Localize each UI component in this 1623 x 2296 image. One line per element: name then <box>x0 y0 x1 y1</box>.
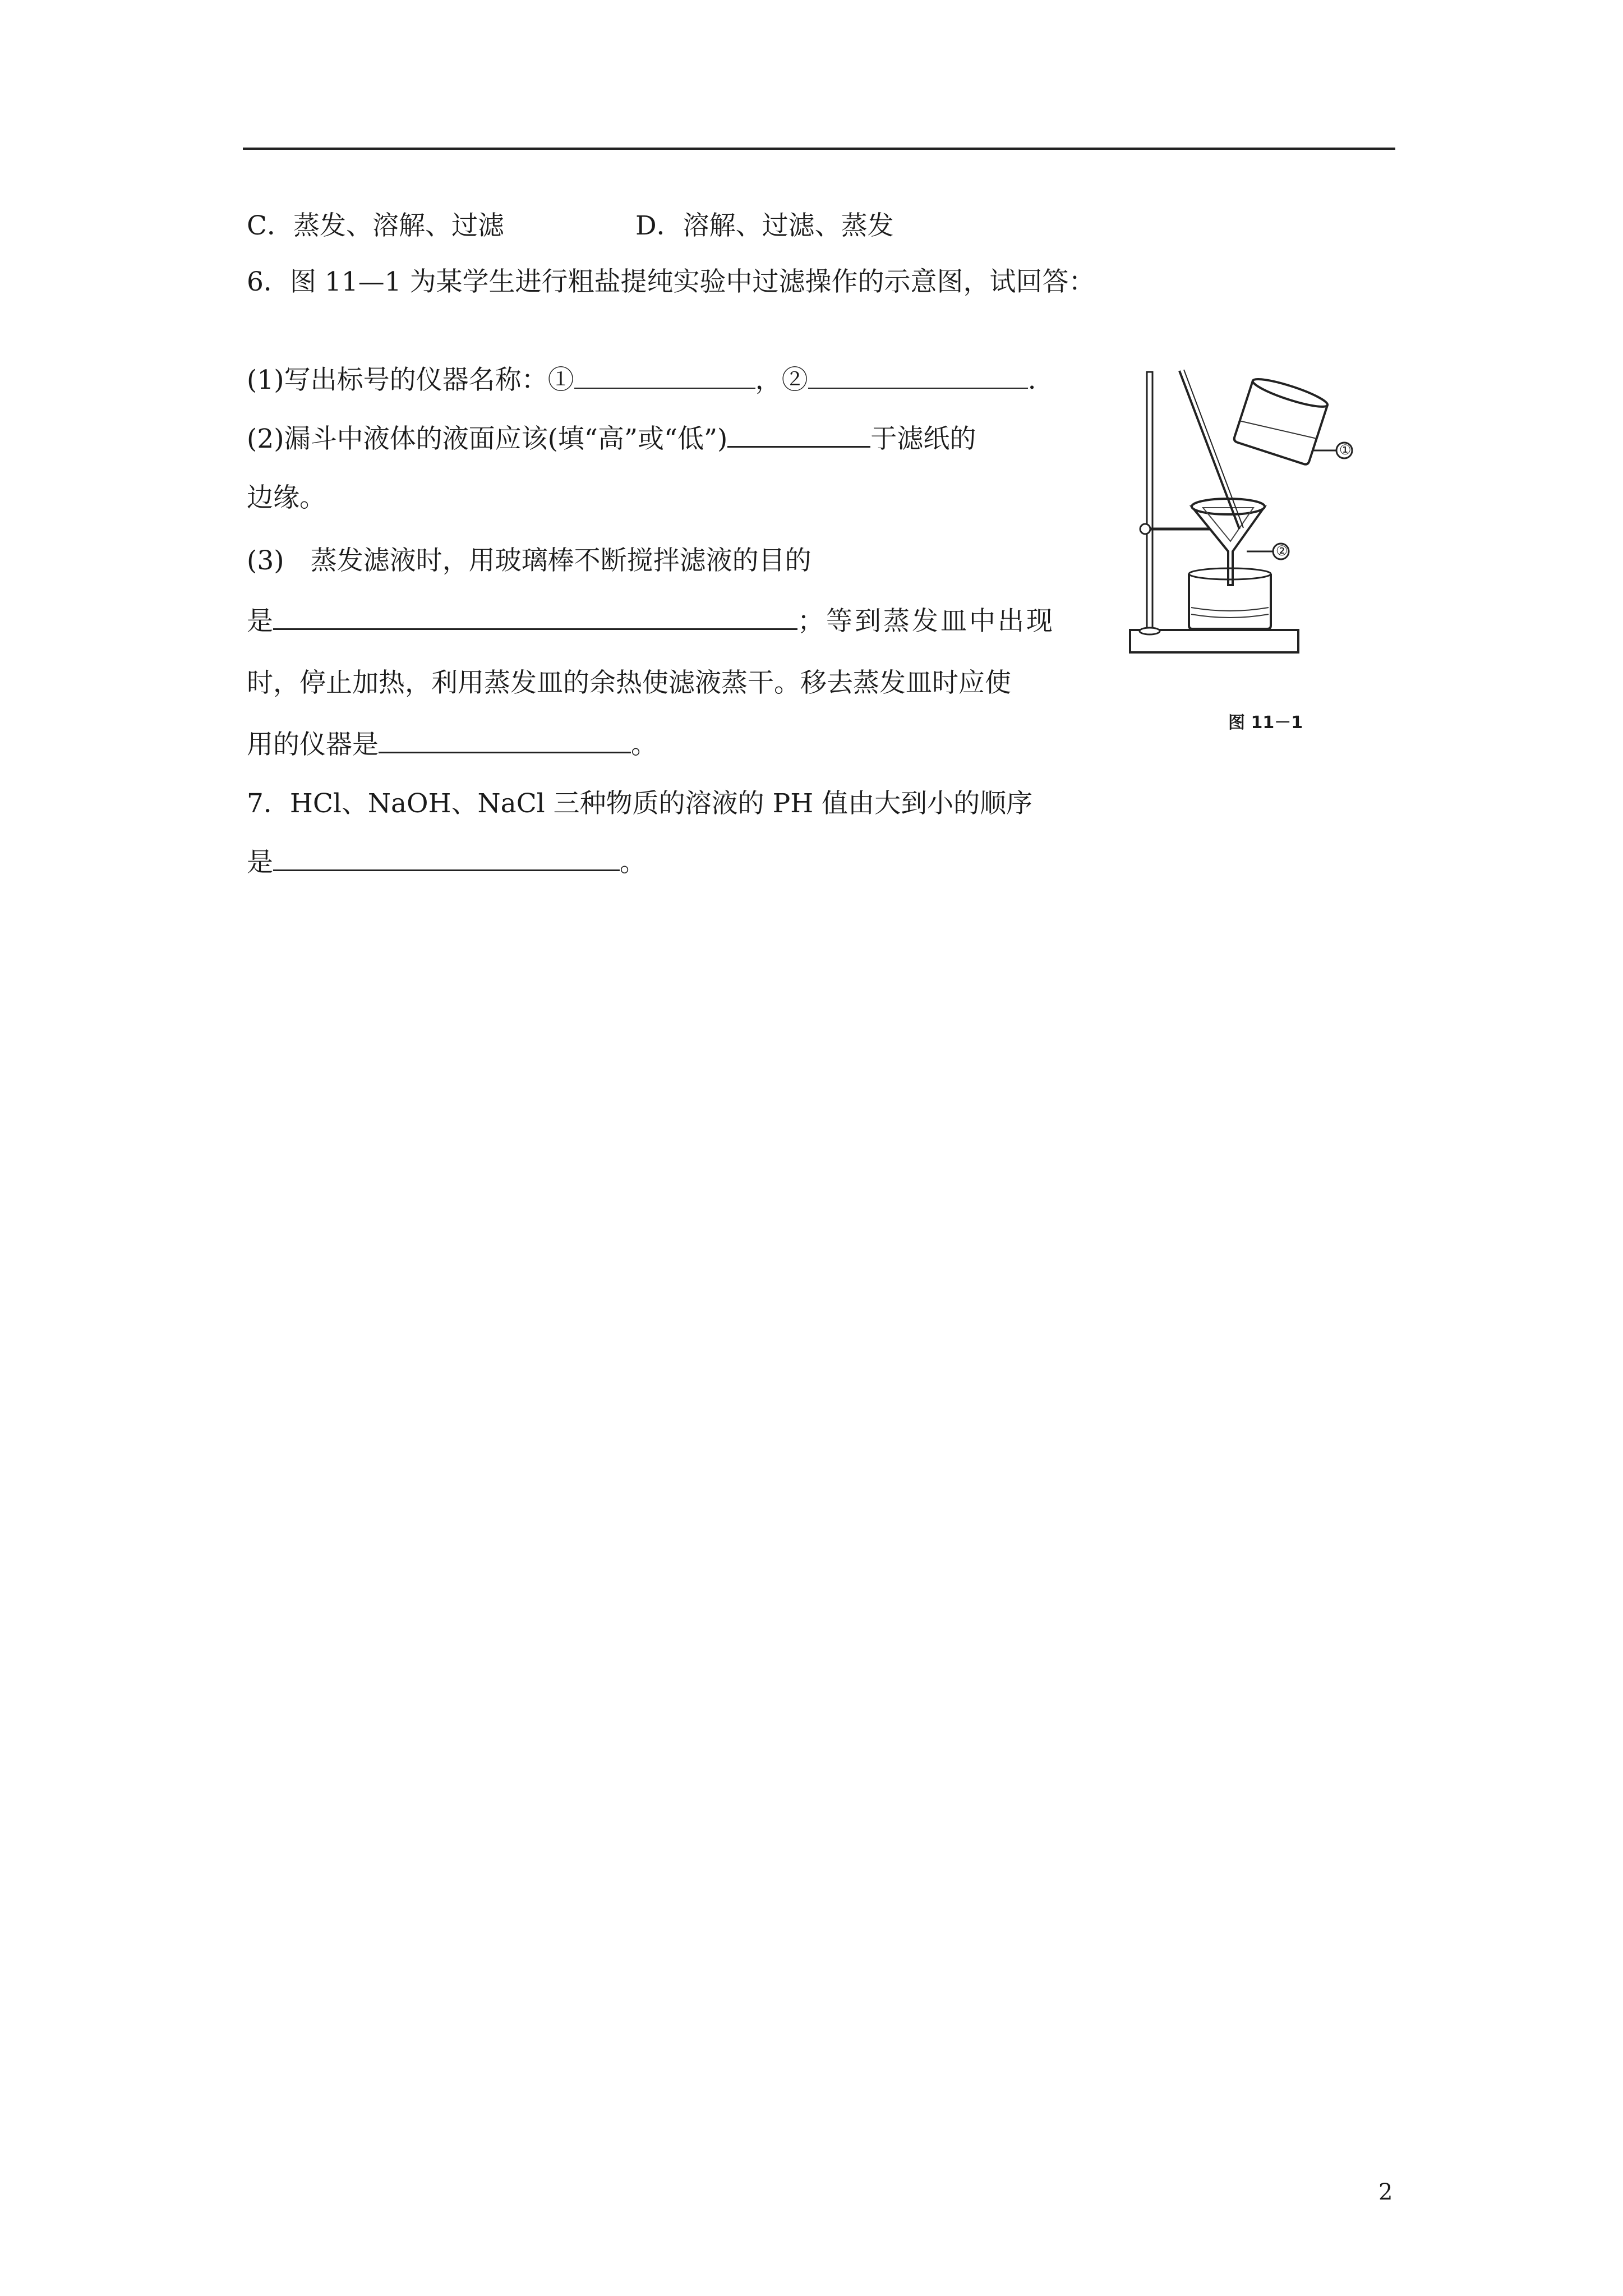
stand-rod <box>1147 372 1152 631</box>
q6-part3-line3: 时，停止加热，利用蒸发皿的余热使滤液蒸干。移去蒸发皿时应使 <box>247 668 1011 698</box>
q6-part3-line2-prefix: 是 <box>247 606 273 637</box>
option-c: C．蒸发、溶解、过滤 <box>247 210 504 241</box>
q6-part3-line2 <box>247 605 1055 638</box>
answer-blank-instrument-2[interactable] <box>808 365 1028 389</box>
figure-label-1: ① <box>1339 442 1352 458</box>
clamp-screw <box>1140 524 1150 534</box>
q6-stem: 6．图 11—1 为某学生进行粗盐提纯实验中过滤操作的示意图，试回答： <box>247 266 1095 297</box>
q6-part3-line4 <box>247 728 657 762</box>
option-d: D．溶解、过滤、蒸发 <box>635 210 894 241</box>
q6-part2-cont: 边缘。 <box>247 482 326 513</box>
q6-part1-end: . <box>1027 365 1036 395</box>
figure-label-2: ② <box>1276 543 1288 559</box>
q7-answer-prefix: 是 <box>247 847 273 878</box>
q6-part3-line4-prefix: 用的仪器是 <box>247 729 379 760</box>
q7-stem: 7．HCl、NaOH、NaCl 三种物质的溶液的 PH 值由大到小的顺序 <box>247 788 1033 819</box>
header-rule <box>243 148 1395 150</box>
q6-part1-prefix: (1)写出标号的仪器名称：① <box>247 365 574 395</box>
answer-blank-liquid-level[interactable] <box>727 424 870 448</box>
q7-answer-suffix: 。 <box>620 847 646 878</box>
filtration-apparatus-figure <box>1113 361 1370 738</box>
q6-part1-mid: ，② <box>755 365 808 395</box>
answer-blank-instrument-1[interactable] <box>574 365 755 389</box>
answer-blank-ph-order[interactable] <box>273 847 620 871</box>
q6-part3-line4-suffix: 。 <box>631 729 657 760</box>
answer-blank-stirring-purpose[interactable] <box>273 606 797 630</box>
q6-part1 <box>247 364 1036 397</box>
q6-part3-line1: (3) 蒸发滤液时，用玻璃棒不断搅拌滤液的目的 <box>247 545 811 576</box>
figure-caption: 图 11－1 <box>1228 713 1303 733</box>
q6-part2-suffix: 于滤纸的 <box>870 424 976 454</box>
q6-part3-line2-suffix: ；等到蒸发皿中出现 <box>797 606 1055 637</box>
q6-part2 <box>247 422 976 456</box>
q6-part2-prefix: (2)漏斗中液体的液面应该(填“高”或“低”) <box>247 424 728 454</box>
q7-answer-line <box>247 846 646 880</box>
filtration-apparatus-diagram <box>1113 361 1370 703</box>
answer-blank-removal-tool[interactable] <box>379 729 631 753</box>
page-number: 2 <box>1378 2179 1393 2205</box>
